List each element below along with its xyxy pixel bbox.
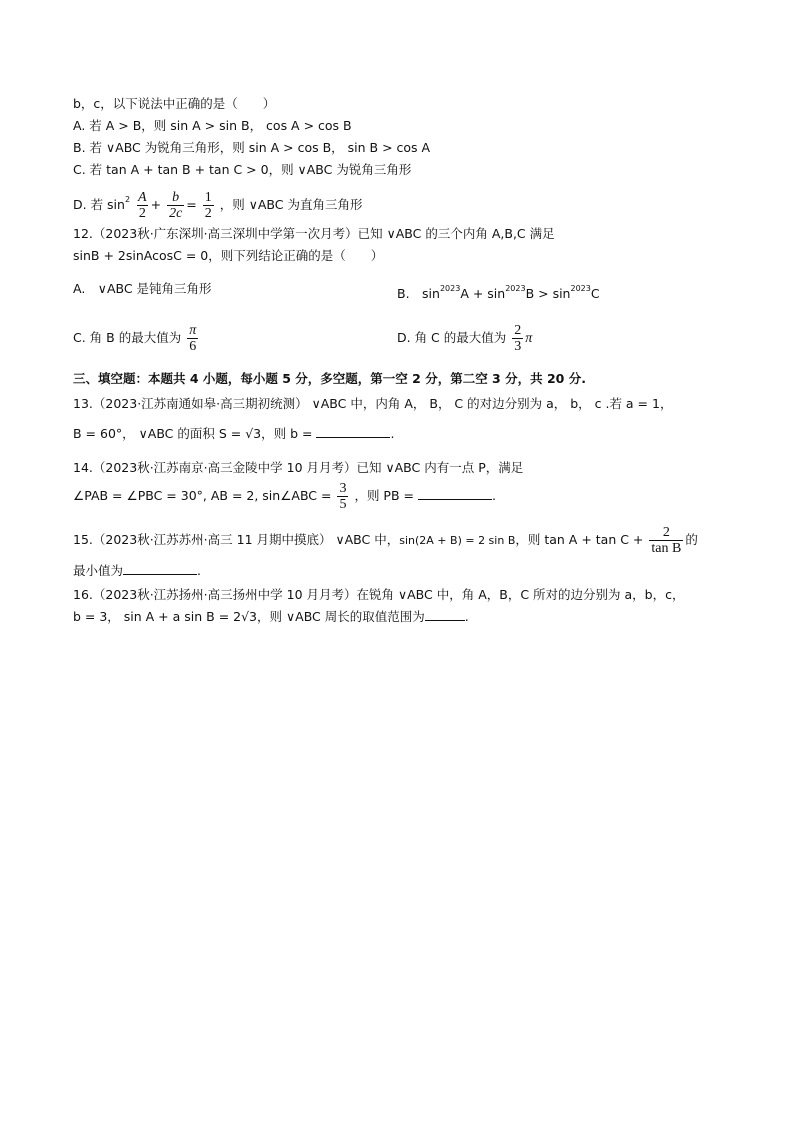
q14-stem-2: ∠PAB = ∠PBC = 30°, AB = 2, sin∠ABC = $\frac{3}{5}$ ，则 PB = . (73, 481, 496, 512)
q12-option-a: A. ∨ABC 是钝角三角形 (73, 281, 212, 296)
q12-option-b: B. $\sin^{2023}A + \sin^{2023}B > \sin^{2023}C$ (397, 284, 600, 301)
q11-d-prefix: D. 若 sin (73, 197, 125, 212)
answer-blank[interactable] (425, 608, 465, 621)
q12-option-c: C. 角 B 的最大值为 $\frac{\pi}{6}$ (73, 323, 197, 354)
frac-pi-over-6: $\frac{\pi}{6}$ (189, 323, 197, 354)
q11-d-equals: = (186, 197, 197, 212)
q15-stem-2: 最小值为 . (73, 563, 201, 578)
frac-a-over-2: $\frac{A}{2}$ (138, 190, 147, 221)
q11-option-a: A. 若 A > B，则 sin A > sin B， cos A > cos B (73, 118, 352, 133)
frac-3-over-5: $\frac{3}{5}$ (339, 481, 347, 512)
q12-stem-2: sinB + 2sinAcosC = 0，则下列结论正确的是（ ） (73, 248, 384, 263)
q13-stem-2: B = 60°， ∨ABC 的面积 S = √3，则 b = . (73, 426, 395, 441)
frac-1-over-2: $\frac{1}{2}$ (204, 190, 212, 221)
q12-option-d: D. 角 C 的最大值为 $\frac{2}{3}$ π (397, 323, 533, 354)
answer-blank[interactable] (418, 487, 492, 500)
q16-stem: 16.（2023秋·江苏扬州·高三扬州中学 10 月月考）在锐角 ∨ABC 中，角 A，B，C 所对的边分别为 a，b，c， (73, 587, 685, 602)
q12-stem: 12.（2023秋·广东深圳·高三深圳中学第一次月考）已知 ∨ABC 的三个内角 A,B,C 满足 (73, 226, 555, 241)
answer-blank[interactable] (123, 562, 197, 575)
q11-d-square: 2 (124, 195, 131, 204)
q14-stem: 14.（2023秋·江苏南京·高三金陵中学 10 月月考）已知 ∨ABC 内有一点 P，满足 (73, 460, 524, 475)
q11-option-d: D. 若 $\sin^2$ $\frac{A}{2}$ + $\frac{b}{2c}$ = $\frac{1}{2}$ ，则 ∨ABC 为直角三角形 (73, 190, 363, 221)
frac-b-over-2c: $\frac{b}{2c}$ (169, 190, 183, 221)
q11-stem-tail: b，c，以下说法中正确的是（ ） (73, 96, 276, 111)
frac-2-over-3: $\frac{2}{3}$ (514, 323, 522, 354)
q13-stem: 13.（2023·江苏南通如皋·高三期初统测） ∨ABC 中，内角 A， B， C 的对边分别为 a， b， c .若 a = 1， (73, 396, 673, 411)
section-3-heading: 三、填空题：本题共 4 小题，每小题 5 分，多空题，第一空 2 分，第二空 3 分，共 20 分. (73, 371, 586, 386)
q11-d-suffix: ，则 ∨ABC 为直角三角形 (219, 197, 363, 212)
q15-stem: 15.（2023秋·江苏苏州·高三 11 月期中摸底） ∨ABC 中，sin(2A + B) = 2 sin B，则 tan A + tan C + $\frac{2}{\text{tan B}}$ 的 (73, 525, 698, 556)
frac-2-over-tanb: $\frac{2}{\text{tan B}}$ (651, 525, 682, 556)
q16-stem-2: b = 3， sin A + a sin B = 2√3，则 ∨ABC 周长的取值范围为 . (73, 609, 469, 624)
answer-blank[interactable] (316, 425, 390, 438)
q11-option-c: C. 若 tan A + tan B + tan C > 0，则 ∨ABC 为锐角三角形 (73, 162, 412, 177)
q11-option-b: B. 若 ∨ABC 为锐角三角形，则 sin A > cos B， sin B > cos A (73, 140, 431, 155)
